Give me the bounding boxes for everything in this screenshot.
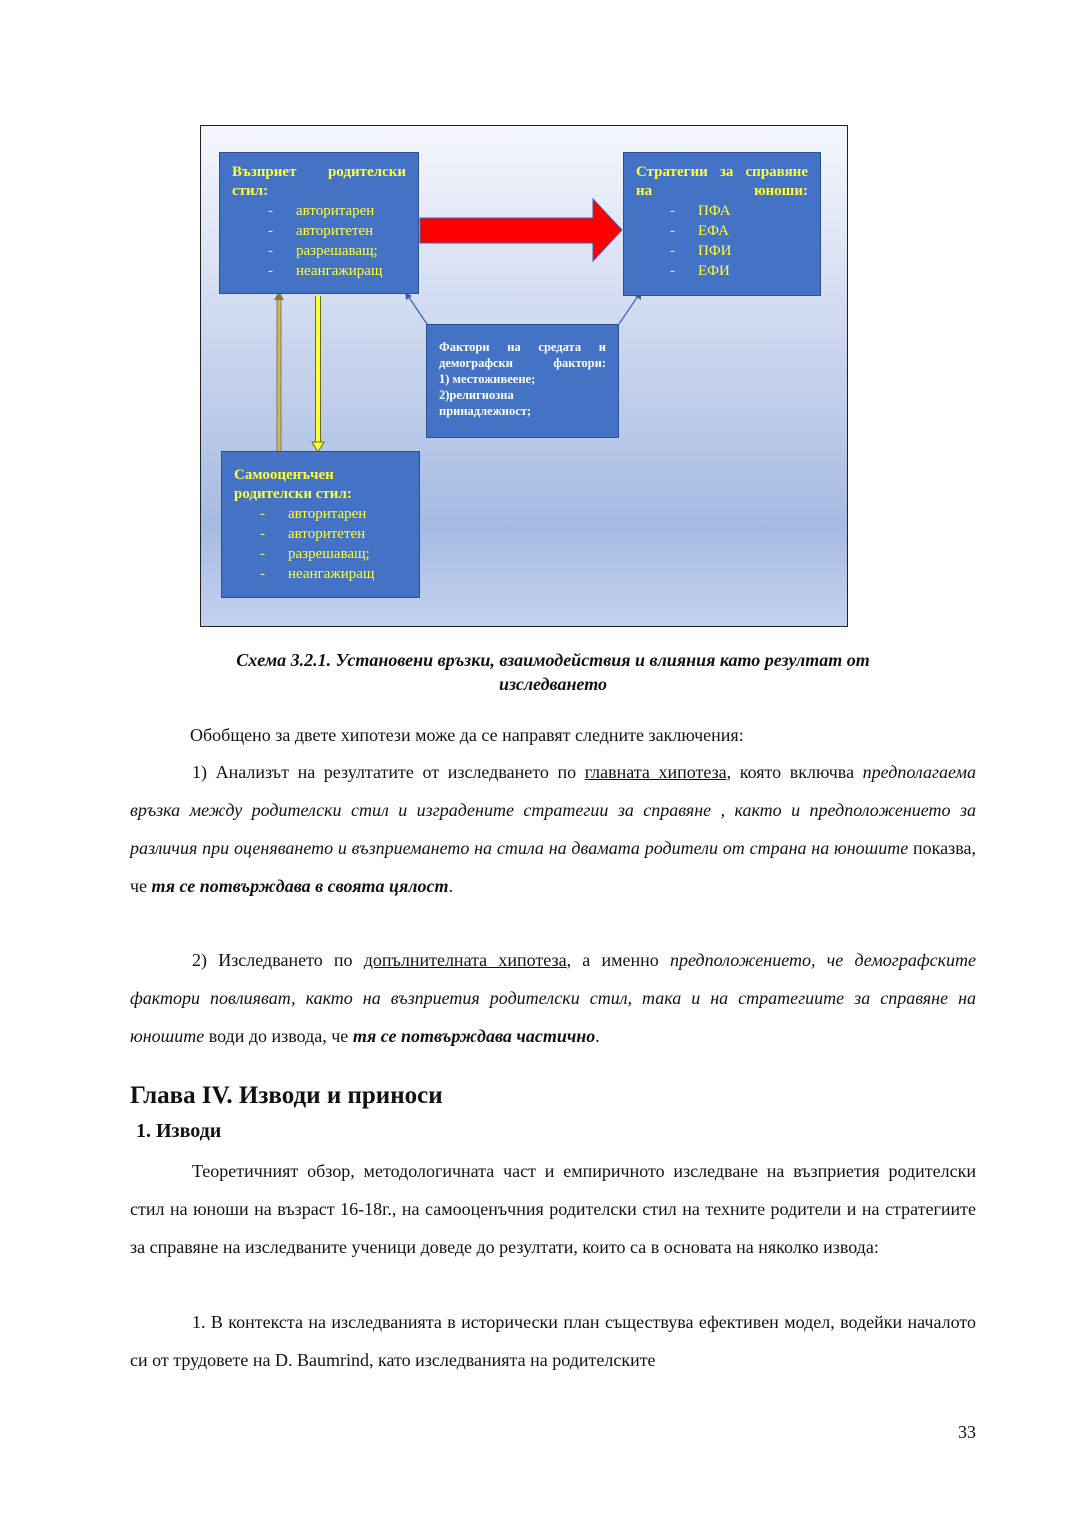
coping-strategies-box bbox=[623, 152, 821, 296]
coping-strategies-title: Стратегии за справяне на юноши: bbox=[636, 164, 808, 199]
self-assessed-style-list bbox=[234, 504, 407, 584]
list-item: - авторитетен bbox=[260, 526, 366, 542]
list-item: - разрешаващ; bbox=[268, 243, 378, 259]
self-assessed-style-title: Самооценъчен родителски стил: bbox=[234, 467, 352, 502]
list-item: - ЕФИ bbox=[670, 263, 730, 279]
figure-caption: Схема 3.2.1. Установени връзки, взаимодействия и влияния като резултат от изследването bbox=[236, 650, 870, 694]
conclusions-paragraph-2: 1. В контекста на изследванията в исторически план съществува ефективен модел, водейки началото си от трудовете на D. Baumrind, като изследванията на родителските bbox=[130, 1312, 976, 1370]
perceived-style-box bbox=[219, 152, 419, 294]
page-number: 33 bbox=[958, 1422, 976, 1442]
list-item: - ЕФА bbox=[670, 223, 729, 239]
factor-line: 2)религиозна bbox=[439, 388, 514, 402]
coping-strategies-list bbox=[636, 201, 808, 281]
big-red-arrow bbox=[420, 199, 622, 261]
list-item: - авторитарен bbox=[268, 203, 375, 219]
list-item: - авторитетен bbox=[268, 223, 374, 239]
list-item: - ПФИ bbox=[670, 243, 732, 259]
perceived-style-list bbox=[232, 201, 406, 281]
list-item: - авторитарен bbox=[260, 506, 367, 522]
factor-line: принадлежност; bbox=[439, 404, 532, 418]
environment-factors-box bbox=[426, 324, 619, 438]
list-item: - неангажиращ bbox=[268, 263, 383, 279]
summary-paragraph-1: 1) Анализът на резултатите от изследването по главната хипотеза, която включва предполагаема връзка между родителски стил и изградените стратегии за справяне , както и предположението за различия при оценяването и възприемането на стила на двамата родители от страна на юношите показва, че тя се потвърждава в своята цялост. bbox=[130, 762, 976, 896]
summary-paragraph-2: 2) Изследването по допълнителната хипотеза, а именно предположението, че демографските фактори повлияват, както на възприетия родителски стил, така и на стратегиите за справяне на юношите води до извода, че тя се потвърждава частично. bbox=[130, 950, 977, 1046]
conclusions-paragraph-1: Теоретичният обзор, методологичната част и емпиричното изследване на възприетия родителски стил на юноши на възраст 16-18г., на самооценъчния родителски стил на техните родители и на стратегиите за справяне на изследваните ученици доведе до резултати, които са в основата на няколко извода: bbox=[130, 1161, 976, 1257]
factors-to-strategies-arrow bbox=[619, 296, 638, 324]
perceived-style-title: Възприет родителски стил: bbox=[232, 164, 406, 199]
summary-intro: Обобщено за двете хипотези може да се направят следните заключения: bbox=[190, 725, 744, 745]
main-hypothesis-link: главната хипотеза bbox=[584, 762, 727, 782]
factor-line: 1) местоживеене; bbox=[439, 372, 536, 386]
chapter-heading: Глава IV. Изводи и приноси bbox=[130, 1082, 443, 1109]
list-item: - ПФА bbox=[670, 203, 731, 219]
factors-to-perceived-arrow bbox=[408, 296, 427, 324]
additional-hypothesis-link: допълнителната хипотеза bbox=[363, 950, 567, 970]
section-heading: 1. Изводи bbox=[136, 1120, 222, 1142]
list-item: - неангажиращ bbox=[260, 566, 375, 582]
environment-factors-title: Фактори на средата и демографски фактори: bbox=[439, 340, 606, 370]
list-item: - разрешаващ; bbox=[260, 546, 370, 562]
diagram bbox=[200, 125, 848, 627]
self-assessed-style-box bbox=[221, 451, 420, 598]
